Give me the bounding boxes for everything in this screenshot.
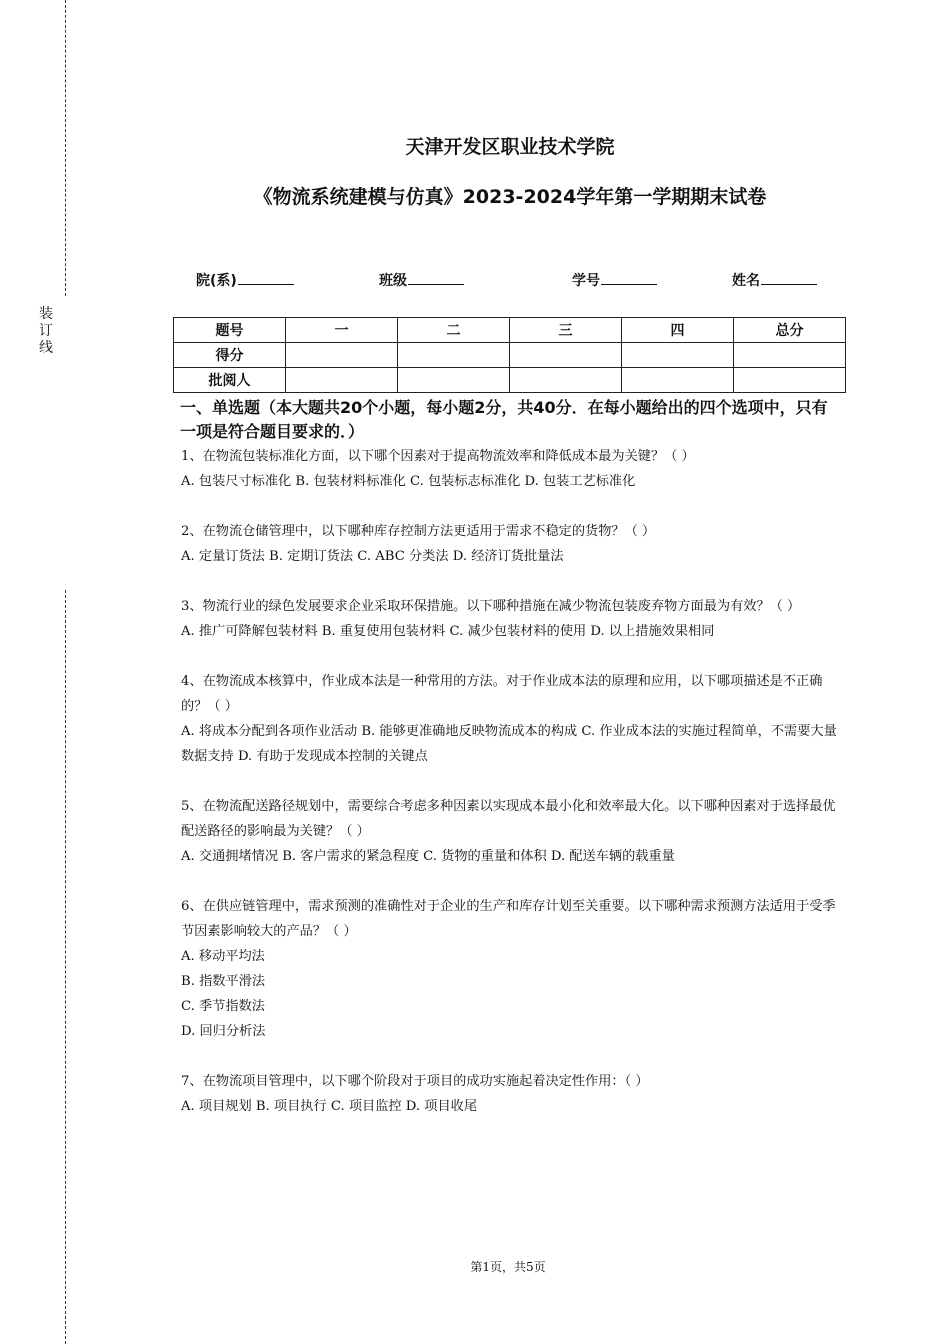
name-field xyxy=(732,270,817,290)
question-options: A. 定量订货法 B. 定期订货法 C. ABC 分类法 D. 经济订货批量法 xyxy=(181,549,564,564)
question-options: A. 交通拥堵情况 B. 客户需求的紧急程度 C. 货物的重量和体积 D. 配送车辆的载重量 xyxy=(181,849,675,864)
question-stem: 5、在物流配送路径规划中，需要综合考虑多种因素以实现成本最小化和效率最大化。以下哪种因素对于选择最优配送路径的影响最为关键？（ ） xyxy=(181,799,836,839)
page-number: 第1页，共5页 xyxy=(470,1260,546,1274)
score-table-row xyxy=(174,318,846,343)
question-1 xyxy=(181,444,841,494)
question-options: A. 将成本分配到各项作业活动 B. 能够更准确地反映物流成本的构成 C. 作业成本法的实施过程简单，不需要大量数据支持 D. 有助于发现成本控制的关键点 xyxy=(181,724,837,764)
table-cell: 题号 xyxy=(174,318,286,343)
question-options: A. 包装尺寸标准化 B. 包装材料标准化 C. 包装标志标准化 D. 包装工艺标准化 xyxy=(181,474,636,489)
section-1-heading: 一、单选题（本大题共20个小题，每小题2分，共40分．在每小题给出的四个选项中，只有一项是符合题目要求的．） xyxy=(180,398,828,441)
table-cell: 批阅人 xyxy=(174,368,286,393)
question-option-a: A. 移动平均法 xyxy=(181,949,265,964)
table-cell: 二 xyxy=(398,318,510,343)
class-field xyxy=(379,270,464,290)
table-cell xyxy=(510,368,622,393)
table-cell: 四 xyxy=(622,318,734,343)
question-stem: 6、在供应链管理中，需求预测的准确性对于企业的生产和库存计划至关重要。以下哪种需求预测方法适用于受季节因素影响较大的产品？（ ） xyxy=(181,899,836,939)
class-blank xyxy=(408,272,464,285)
binding-line-bottom xyxy=(65,590,66,1344)
binding-label: 装订线 xyxy=(39,306,53,356)
question-2 xyxy=(181,519,841,569)
question-6 xyxy=(181,894,841,1044)
table-cell xyxy=(622,343,734,368)
student-id-label: 学号 xyxy=(572,273,600,289)
exam-title: 《物流系统建模与仿真》2023-2024学年第一学期期末试卷 xyxy=(253,186,767,208)
department-field xyxy=(196,270,294,290)
table-cell: 得分 xyxy=(174,343,286,368)
question-5 xyxy=(181,794,841,869)
table-cell xyxy=(286,343,398,368)
question-7 xyxy=(181,1069,841,1119)
question-3 xyxy=(181,594,841,644)
institution-title: 天津开发区职业技术学院 xyxy=(405,136,615,158)
question-options: A. 项目规划 B. 项目执行 C. 项目监控 D. 项目收尾 xyxy=(181,1099,478,1114)
question-stem: 2、在物流仓储管理中，以下哪种库存控制方法更适用于需求不稳定的货物？（ ） xyxy=(181,524,656,539)
question-options: A. 推广可降解包装材料 B. 重复使用包装材料 C. 减少包装材料的使用 D. 以上措施效果相同 xyxy=(181,624,715,639)
department-blank xyxy=(238,272,294,285)
table-cell xyxy=(286,368,398,393)
question-stem: 4、在物流成本核算中，作业成本法是一种常用的方法。对于作业成本法的原理和应用，以下哪项描述是不正确的？（ ） xyxy=(181,674,823,714)
table-cell: 总分 xyxy=(734,318,846,343)
class-label: 班级 xyxy=(379,273,407,289)
question-stem: 7、在物流项目管理中，以下哪个阶段对于项目的成功实施起着决定性作用：（ ） xyxy=(181,1074,649,1089)
table-cell xyxy=(510,343,622,368)
score-table-row xyxy=(174,368,846,393)
question-stem: 1、在物流包装标准化方面，以下哪个因素对于提高物流效率和降低成本最为关键？（ ） xyxy=(181,449,695,464)
table-cell xyxy=(734,368,846,393)
table-cell xyxy=(398,368,510,393)
question-stem: 3、物流行业的绿色发展要求企业采取环保措施。以下哪种措施在减少物流包装废弃物方面最为有效？（ ） xyxy=(181,599,801,614)
question-option-c: C. 季节指数法 xyxy=(181,999,265,1014)
question-option-d: D. 回归分析法 xyxy=(181,1024,266,1039)
name-blank xyxy=(761,272,817,285)
table-cell xyxy=(398,343,510,368)
department-label: 院(系) xyxy=(196,273,237,289)
table-cell xyxy=(734,343,846,368)
question-list xyxy=(181,444,841,1144)
binding-line-top xyxy=(65,0,66,296)
table-cell xyxy=(622,368,734,393)
score-table-row xyxy=(174,343,846,368)
question-4 xyxy=(181,669,841,769)
table-cell: 一 xyxy=(286,318,398,343)
name-label: 姓名 xyxy=(732,273,760,289)
question-option-b: B. 指数平滑法 xyxy=(181,974,266,989)
score-table xyxy=(173,317,846,393)
student-id-blank xyxy=(601,272,657,285)
student-id-field xyxy=(572,270,657,290)
table-cell: 三 xyxy=(510,318,622,343)
